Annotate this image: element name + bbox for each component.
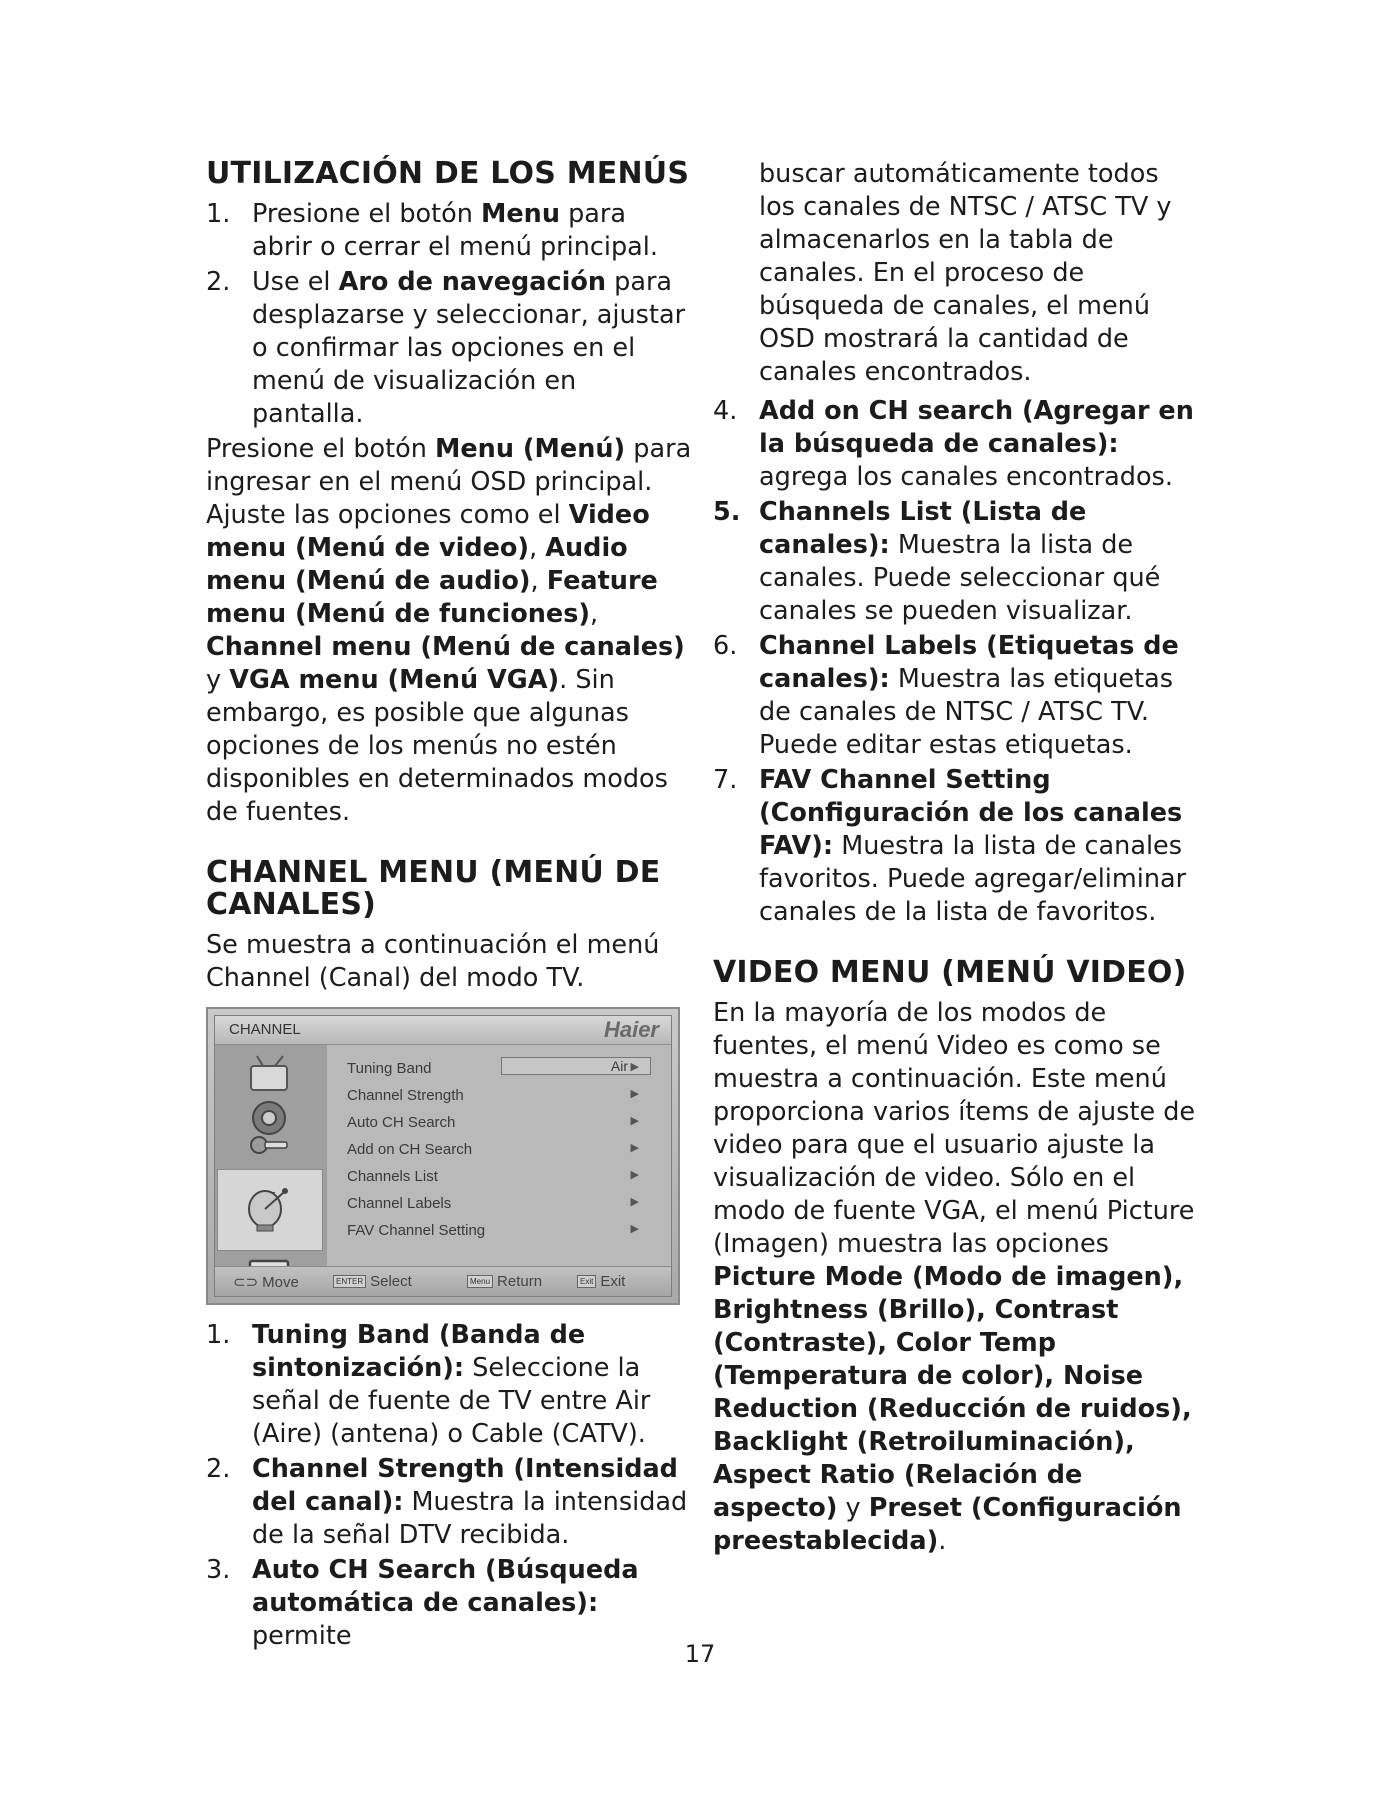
arrow-right-icon: ▶ bbox=[630, 1142, 639, 1154]
auto-search-continuation: buscar automáticamente todos los canales de NTSC / ATSC TV y almacenarlos en la tabla de canales. En el proceso de búsqueda de canales, el menú OSD mostrará la cantidad de canales encontrados. bbox=[759, 159, 1172, 387]
list-item: 1. Tuning Band (Banda de sintonización): Seleccione la señal de fuente de TV entre Air (Aire) (antena) o Cable (CATV). bbox=[206, 1320, 651, 1449]
list-item: 1. Presione el botón Menu para abrir o cerrar el menú principal. bbox=[206, 199, 658, 262]
heading-video-menu: VIDEO MENU (MENÚ VIDEO) bbox=[713, 955, 1187, 990]
osd-footer bbox=[215, 1266, 671, 1296]
left-column bbox=[206, 158, 693, 1655]
osd-footer-exit: Exit Exit bbox=[577, 1273, 625, 1290]
enter-key-icon: ENTER bbox=[333, 1275, 366, 1288]
osd-title: CHANNEL bbox=[229, 1021, 301, 1038]
exit-key-icon: Exit bbox=[577, 1275, 596, 1288]
osd-footer-move: ⊂⊃ Move bbox=[233, 1273, 299, 1291]
heading-using-menus: UTILIZACIÓN DE LOS MENÚS bbox=[206, 156, 690, 191]
right-column bbox=[713, 158, 1198, 1558]
page-number: 17 bbox=[684, 1640, 716, 1668]
osd-item-add-on-ch-search[interactable]: Add on CH Search ▶ bbox=[347, 1141, 639, 1158]
heading-channel-menu: CHANNEL MENU (MENÚ DE CANALES) bbox=[206, 855, 661, 922]
osd-item-auto-ch-search[interactable]: Auto CH Search ▶ bbox=[347, 1114, 639, 1131]
arrow-right-icon: ▶ bbox=[630, 1088, 639, 1100]
video-menu-paragraph: En la mayoría de los modos de fuentes, el menú Video es como se muestra a continuación. Este menú proporciona varios ítems de ajuste de video para que el usuario ajuste la visualización de video. Sólo en el modo de fuente VGA, el menú Picture (Imagen) muestra las opciones Picture Mode (Modo de imagen), Brightness (Brillo), Contrast (Contraste), Color Temp (Temperatura de color), Noise Reduction (Reducción de ruidos), Backlight (Retroiluminación), Aspect Ratio (Relación de aspecto) y Preset (Configuración preestablecida). bbox=[713, 998, 1196, 1556]
osd-footer-return: Menu Return bbox=[467, 1273, 542, 1290]
osd-icon-sidebar bbox=[215, 1045, 328, 1266]
osd-menu-items bbox=[327, 1045, 671, 1266]
channel-menu-items-list-b bbox=[713, 395, 1198, 929]
osd-item-channel-labels[interactable]: Channel Labels ▶ bbox=[347, 1195, 639, 1212]
arrow-right-icon: ▶ bbox=[630, 1196, 639, 1208]
osd-footer-select: ENTER Select bbox=[333, 1273, 412, 1290]
list-item: 2. Use el Aro de navegación para desplazarse y seleccionar, ajustar o confirmar las opciones en el menú de visualización en pantalla. bbox=[206, 267, 686, 429]
haier-logo: Haier bbox=[603, 1017, 659, 1042]
list-item: 5. Channels List (Lista de canales): Muestra la lista de canales. Puede seleccionar qué canales se pueden visualizar. bbox=[713, 497, 1161, 626]
list-item: 3. Auto CH Search (Búsqueda automática de canales): permite bbox=[206, 1555, 639, 1651]
intro-paragraph: Presione el botón Menu (Menú) para ingresar en el menú OSD principal. Ajuste las opciones como el Video menu (Menú de video), Audio menu (Menú de audio), Feature menu (Menú de funciones), Channel menu (Menú de canales) y VGA menu (Menú VGA). Sin embargo, es posible que algunas opciones de los menús no estén disponibles en determinados modos de fuentes. bbox=[206, 434, 692, 827]
osd-title-bar bbox=[215, 1016, 671, 1045]
osd-item-tuning-band[interactable]: Tuning Band Air ▶ bbox=[347, 1057, 651, 1081]
osd-item-channel-strength[interactable]: Channel Strength ▶ bbox=[347, 1087, 639, 1104]
menu-usage-list bbox=[206, 198, 693, 431]
wrench-icon bbox=[219, 1125, 319, 1165]
arrow-right-icon: ▶ bbox=[630, 1061, 639, 1073]
channel-menu-intro: Se muestra a continuación el menú Channel (Canal) del modo TV. bbox=[206, 930, 660, 993]
tuning-band-value[interactable]: Air bbox=[501, 1057, 651, 1075]
arrow-right-icon: ▶ bbox=[630, 1223, 639, 1235]
arrow-right-icon: ▶ bbox=[630, 1115, 639, 1127]
navigation-ring-icon: ⊂⊃ bbox=[233, 1274, 259, 1291]
menu-key-icon: Menu bbox=[467, 1275, 493, 1288]
list-item: 6. Channel Labels (Etiquetas de canales): Muestra las etiquetas de canales de NTSC / ATSC TV. Puede editar estas etiquetas. bbox=[713, 631, 1179, 760]
satellite-dish-icon bbox=[217, 1169, 323, 1251]
osd-item-fav-channel-setting[interactable]: FAV Channel Setting ▶ bbox=[347, 1222, 639, 1239]
channel-menu-screenshot bbox=[206, 1007, 680, 1305]
list-item: 2. Channel Strength (Intensidad del canal): Muestra la intensidad de la señal DTV recibida. bbox=[206, 1454, 688, 1550]
list-item: 7. FAV Channel Setting (Configuración de los canales FAV): Muestra la lista de canales favoritos. Puede agregar/eliminar canales de la lista de favoritos. bbox=[713, 765, 1187, 927]
channel-menu-items-list-a bbox=[206, 1319, 693, 1653]
arrow-right-icon: ▶ bbox=[630, 1169, 639, 1181]
list-item: 4. Add on CH search (Agregar en la búsqueda de canales): agrega los canales encontrados. bbox=[713, 396, 1194, 492]
osd-item-channels-list[interactable]: Channels List ▶ bbox=[347, 1168, 639, 1185]
